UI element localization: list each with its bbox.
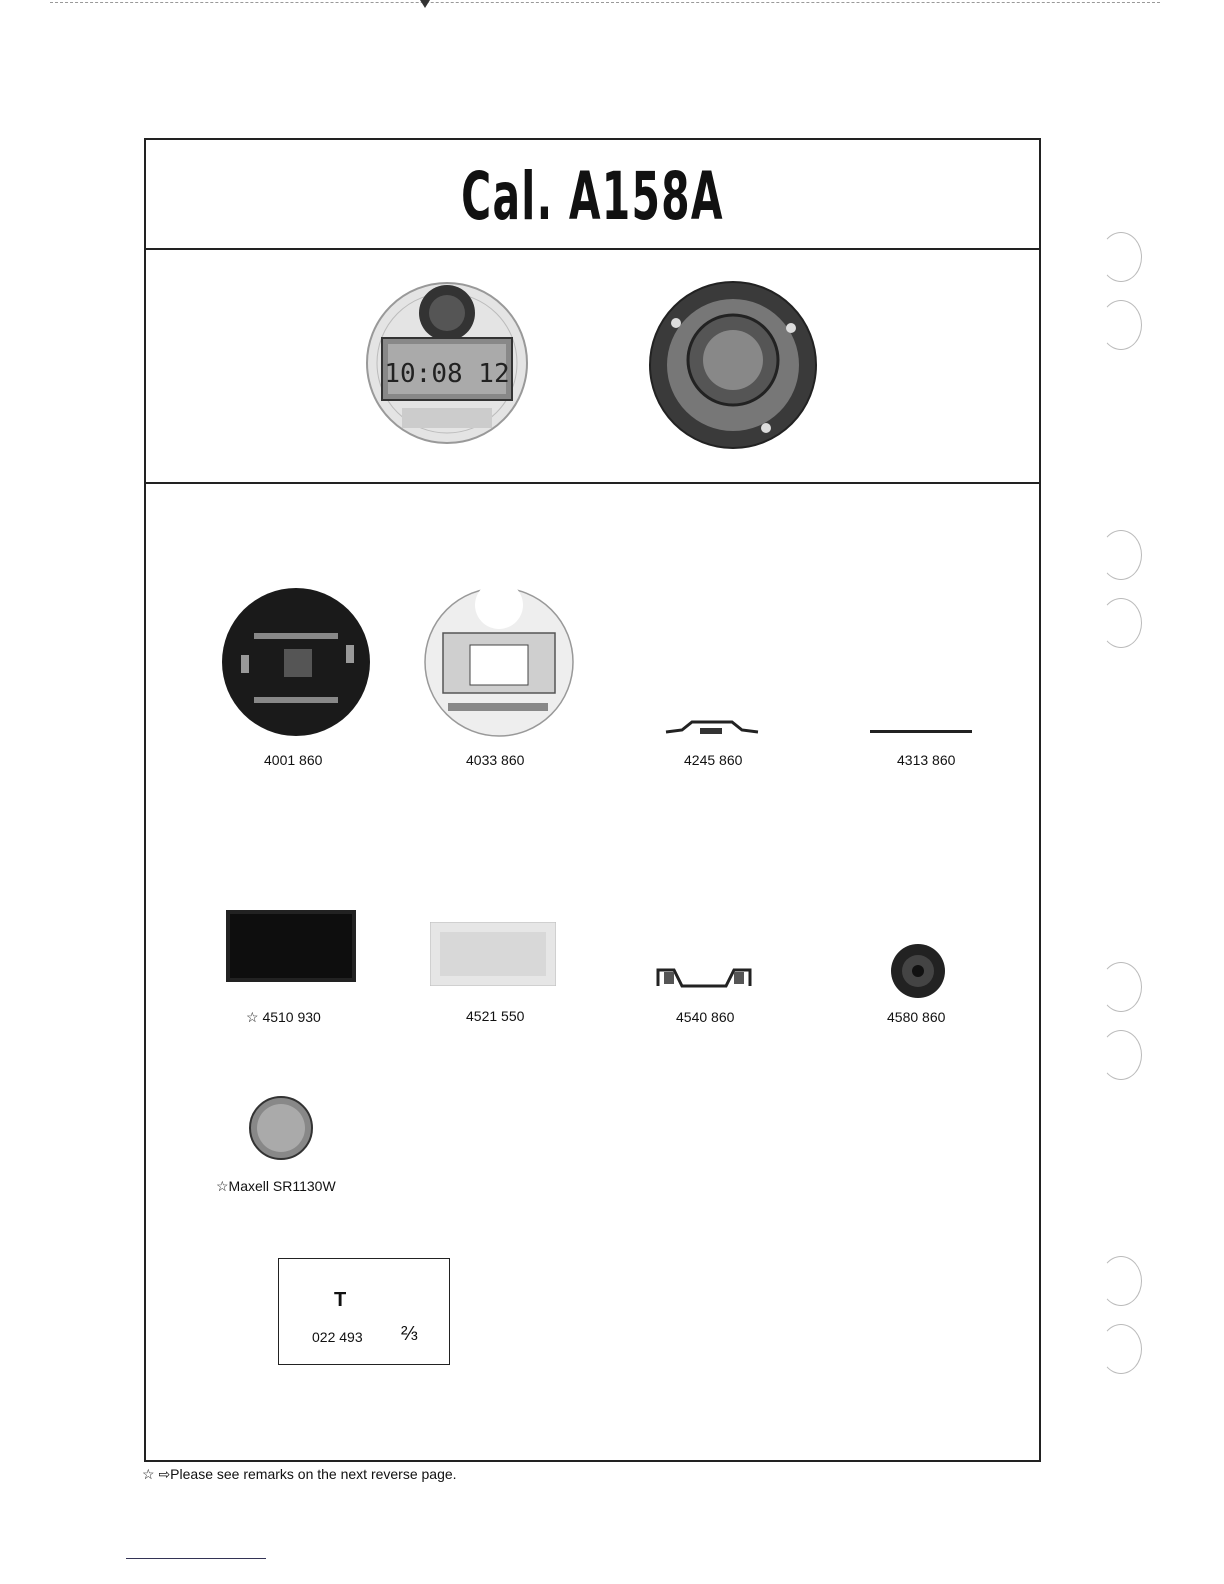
part-4521-image xyxy=(430,922,556,986)
part-4540-image xyxy=(656,964,752,988)
part-label: 4033 860 xyxy=(466,752,525,768)
binder-hole xyxy=(1100,530,1142,580)
footnote: ☆ ⇨Please see remarks on the next reverse page. xyxy=(142,1466,457,1482)
page-title: Cal. A158A xyxy=(461,158,724,235)
stamp-fraction: ⅔ xyxy=(401,1323,418,1345)
binder-hole xyxy=(1100,1030,1142,1080)
top-edge-line xyxy=(50,2,1160,3)
movement-front-photo xyxy=(362,278,532,448)
part-label: 4580 860 xyxy=(887,1009,946,1025)
top-mark xyxy=(420,0,430,8)
stamp-box xyxy=(278,1258,450,1365)
part-4033-image xyxy=(418,585,580,740)
binder-hole xyxy=(1100,1256,1142,1306)
part-label: 4245 860 xyxy=(684,752,743,768)
part-4245-image xyxy=(664,714,760,740)
display-digits: 10:08 12 xyxy=(384,359,510,389)
binder-hole xyxy=(1100,1324,1142,1374)
binder-hole xyxy=(1100,300,1142,350)
part-label: ☆ 4510 930 xyxy=(246,1009,321,1025)
binder-hole xyxy=(1100,598,1142,648)
part-label: 4521 550 xyxy=(466,1008,525,1024)
part-label: 4313 860 xyxy=(897,752,956,768)
part-label: ☆Maxell SR1130W xyxy=(216,1178,336,1194)
part-4001-image xyxy=(216,585,376,740)
binder-hole xyxy=(1100,232,1142,282)
stamp-number: 022 493 xyxy=(312,1329,363,1345)
part-label: 4540 860 xyxy=(676,1009,735,1025)
title-box xyxy=(146,140,1039,250)
binder-hole xyxy=(1100,962,1142,1012)
part-4313-image xyxy=(870,729,972,735)
bottom-rule xyxy=(126,1558,266,1559)
movement-photos xyxy=(146,248,1039,484)
movement-back-photo xyxy=(646,278,821,453)
stamp-symbol: T xyxy=(334,1289,347,1311)
part-label: 4001 860 xyxy=(264,752,323,768)
battery-image xyxy=(248,1096,314,1160)
part-4510-image xyxy=(226,910,356,982)
part-4580-image xyxy=(890,943,946,999)
